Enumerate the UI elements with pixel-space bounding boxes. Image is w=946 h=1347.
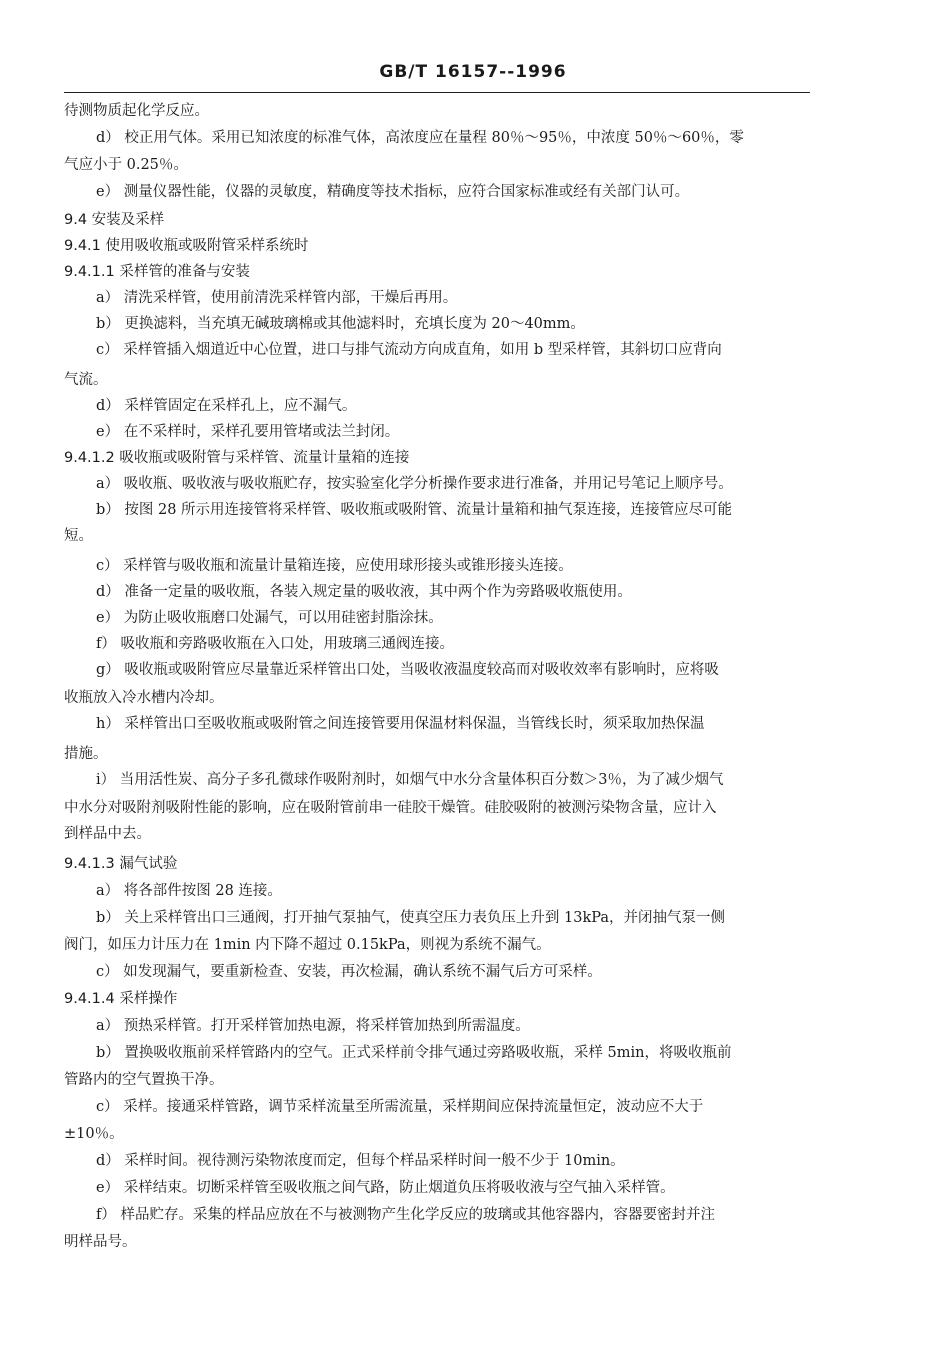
text-line: i） 当用活性炭、高分子多孔微球作吸附剂时，如烟气中水分含量体积百分数＞3％，为了减少烟气 xyxy=(96,772,724,788)
text-line: a） 吸收瓶、吸收液与吸收瓶贮存，按实验室化学分析操作要求进行准备，并用记号笔记上顺序号。 xyxy=(96,476,733,492)
text-line: 管路内的空气置换干净。 xyxy=(64,1072,224,1088)
text-line: 阀门，如压力计压力在 1min 内下降不超过 0.15kPa，则视为系统不漏气。 xyxy=(64,937,551,953)
text-line: b） 按图 28 所示用连接管将采样管、吸收瓶或吸附管、流量计量箱和抽气泵连接，连接管应尽可能 xyxy=(96,502,733,518)
text-line: d） 准备一定量的吸收瓶，各装入规定量的吸收液，其中两个作为旁路吸收瓶使用。 xyxy=(96,584,632,600)
text-line: e） 采样结束。切断采样管至吸收瓶之间气路，防止烟道负压将吸收液与空气抽入采样管。 xyxy=(96,1180,675,1196)
text-line: c） 如发现漏气，要重新检查、安装，再次检漏，确认系统不漏气后方可采样。 xyxy=(96,964,602,980)
page-header-title: GB/T 16157--1996 xyxy=(379,62,567,82)
text-line: ±10％。 xyxy=(64,1126,124,1142)
text-line: b） 关上采样管出口三通阀，打开抽气泵抽气，使真空压力表负压上升到 13kPa，并闭抽气泵一侧 xyxy=(96,910,725,926)
text-line: e） 在不采样时，采样孔要用管堵或法兰封闭。 xyxy=(96,424,400,440)
text-line: 气应小于 0.25％。 xyxy=(64,157,188,173)
text-line: b） 更换滤料，当充填无碱玻璃棉或其他滤料时，充填长度为 20～40mm。 xyxy=(96,316,585,332)
section-heading: 9.4.1.1 采样管的准备与安装 xyxy=(64,264,250,280)
text-line: g） 吸收瓶或吸附管应尽量靠近采样管出口处，当吸收液温度较高而对吸收效率有影响时，应将吸 xyxy=(96,662,719,678)
text-line: e） 测量仪器性能，仪器的灵敏度，精确度等技术指标，应符合国家标准或经有关部门认可。 xyxy=(96,184,690,200)
text-line: f） 吸收瓶和旁路吸收瓶在入口处，用玻璃三通阀连接。 xyxy=(96,636,454,652)
text-line: 收瓶放入冷水槽内冷却。 xyxy=(64,690,224,706)
text-line: 短。 xyxy=(64,528,93,544)
text-line: 待测物质起化学反应。 xyxy=(64,103,209,119)
text-line: e） 为防止吸收瓶磨口处漏气，可以用硅密封脂涂抹。 xyxy=(96,610,443,626)
text-line: 到样品中去。 xyxy=(64,826,151,842)
text-line: 明样品号。 xyxy=(64,1234,137,1250)
text-line: d） 采样时间。视待测污染物浓度而定，但每个样品采样时间一般不少于 10min。 xyxy=(96,1153,625,1169)
text-line: 气流。 xyxy=(64,372,108,388)
text-line: 措施。 xyxy=(64,746,108,762)
text-line: a） 预热采样管。打开采样管加热电源，将采样管加热到所需温度。 xyxy=(96,1018,530,1034)
text-line: c） 采样管与吸收瓶和流量计量箱连接，应使用球形接头或锥形接头连接。 xyxy=(96,558,573,574)
text-line: c） 采样。接通采样管路，调节采样流量至所需流量，采样期间应保持流量恒定，波动应不大于 xyxy=(96,1099,704,1115)
section-heading: 9.4 安装及采样 xyxy=(64,212,165,228)
text-line: d） 采样管固定在采样孔上，应不漏气。 xyxy=(96,398,357,414)
document-body xyxy=(64,98,814,1256)
section-heading: 9.4.1 使用吸收瓶或吸附管采样系统时 xyxy=(64,238,309,254)
section-heading: 9.4.1.4 采样操作 xyxy=(64,991,178,1007)
section-heading: 9.4.1.2 吸收瓶或吸附管与采样管、流量计量箱的连接 xyxy=(64,450,410,466)
text-line: a） 将各部件按图 28 连接。 xyxy=(96,883,282,899)
text-line: 中水分对吸附剂吸附性能的影响，应在吸附管前串一硅胶干燥管。硅胶吸附的被测污染物含量，应计入 xyxy=(64,800,717,816)
section-heading: 9.4.1.3 漏气试验 xyxy=(64,856,178,872)
text-line: d） 校正用气体。采用已知浓度的标准气体，高浓度应在量程 80％～95％，中浓度 50％～60％，零 xyxy=(96,130,744,146)
text-line: c） 采样管插入烟道近中心位置，进口与排气流动方向成直角，如用 b 型采样管，其斜切口应背向 xyxy=(96,342,722,358)
text-line: h） 采样管出口至吸收瓶或吸附管之间连接管要用保温材料保温，当管线长时，须采取加热保温 xyxy=(96,716,705,732)
text-line: a） 清洗采样管，使用前清洗采样管内部，干燥后再用。 xyxy=(96,290,458,306)
text-line: f） 样品贮存。采集的样品应放在不与被测物产生化学反应的玻璃或其他容器内，容器要密封并注 xyxy=(96,1207,715,1223)
text-line: b） 置换吸收瓶前采样管路内的空气。正式采样前令排气通过旁路吸收瓶，采样 5min，将吸收瓶前 xyxy=(96,1045,732,1061)
header-rule xyxy=(64,92,810,93)
